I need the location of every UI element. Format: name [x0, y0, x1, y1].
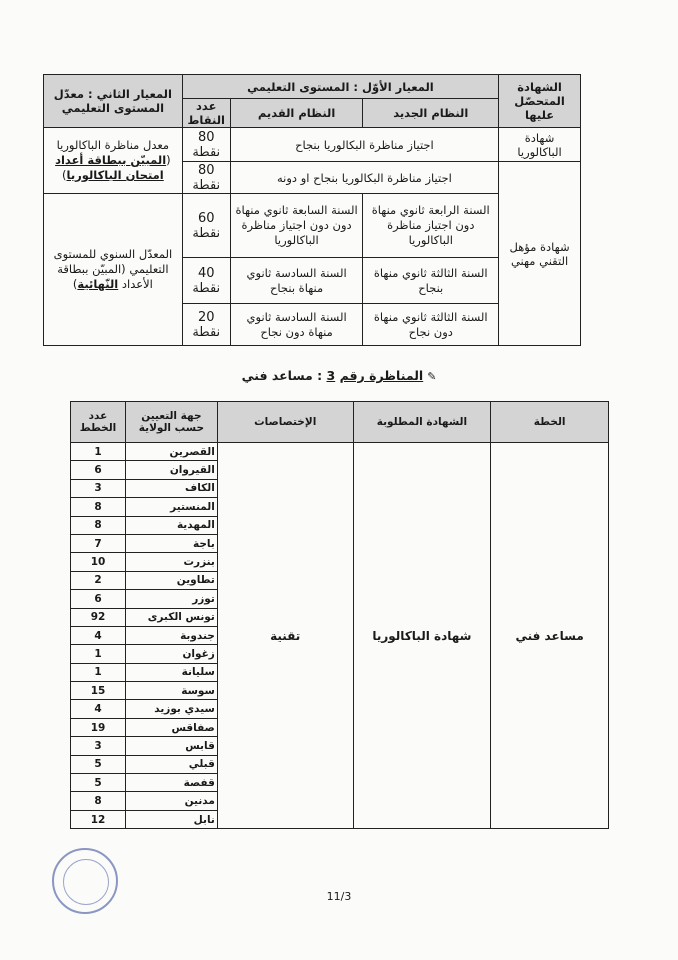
header-required-certificate: الشهادة المطلوبة: [353, 402, 491, 443]
new-system-cell: السنة الثالثة ثانوي منهاة بنجاح: [363, 258, 499, 304]
specialty-cell: تقنية: [217, 443, 353, 829]
count-cell: 4: [71, 700, 126, 718]
count-cell: 15: [71, 682, 126, 700]
count-cell: 3: [71, 737, 126, 755]
count-cell: 8: [71, 792, 126, 810]
region-cell: المهدية: [126, 516, 218, 534]
count-cell: 6: [71, 461, 126, 479]
header-plan: الخطة: [491, 402, 609, 443]
crit2-annual-average: المعدّل السنوي للمستوى التعليمي (المبيّن ببطاقة الأعداد النّهائية): [44, 194, 183, 346]
new-system-cell: السنة الرابعة ثانوي منهاة دون اجتياز مناظرة الباكالوريا: [363, 194, 499, 258]
count-cell: 1: [71, 663, 126, 681]
region-cell: زغوان: [126, 645, 218, 663]
count-cell: 12: [71, 810, 126, 828]
old-system-cell: السنة السادسة ثانوي منهاة بنجاح: [230, 258, 363, 304]
count-cell: 2: [71, 571, 126, 589]
region-cell: بنزرت: [126, 553, 218, 571]
region-cell: تطاوين: [126, 571, 218, 589]
points-cell: 80 نقطة: [182, 128, 230, 162]
count-cell: 7: [71, 534, 126, 552]
region-cell: سليانة: [126, 663, 218, 681]
region-cell: جندوبة: [126, 626, 218, 644]
count-cell: 1: [71, 645, 126, 663]
positions-table: [70, 401, 609, 829]
section-title: ✎المناظرة رقم 3 : مساعد فني: [241, 368, 437, 383]
region-cell: صفاقس: [126, 718, 218, 736]
points-cell: 40 نقطة: [182, 258, 230, 304]
plan-cell: مساعد فني: [491, 443, 609, 829]
header-criterion-2: المعيار الثاني : معدّل المستوى التعليمي: [44, 75, 183, 128]
count-cell: 6: [71, 590, 126, 608]
region-cell: توزر: [126, 590, 218, 608]
region-cell: قفصة: [126, 774, 218, 792]
header-count: عدد الخطط: [71, 402, 126, 443]
old-system-cell: السنة السابعة ثانوي منهاة دون دون اجتياز مناظرة الباكالوريا: [230, 194, 363, 258]
count-cell: 5: [71, 755, 126, 773]
count-cell: 1: [71, 443, 126, 461]
points-cell: 20 نقطة: [182, 304, 230, 346]
header-specialties: الإختصاصات: [217, 402, 353, 443]
header-criterion-1: المعيار الأوّل : المستوى التعليمي: [182, 75, 498, 99]
table-row: [71, 443, 609, 461]
new-system-cell: السنة الثالثة ثانوي منهاة دون نجاح: [363, 304, 499, 346]
count-cell: 8: [71, 516, 126, 534]
region-cell: تونس الكبرى: [126, 608, 218, 626]
count-cell: 10: [71, 553, 126, 571]
region-cell: قابس: [126, 737, 218, 755]
region-cell: القيروان: [126, 461, 218, 479]
count-cell: 8: [71, 498, 126, 516]
region-cell: نابل: [126, 810, 218, 828]
cert-technical: شهادة مؤهل التقني مهني: [499, 162, 581, 346]
count-cell: 19: [71, 718, 126, 736]
region-cell: سوسة: [126, 682, 218, 700]
count-cell: 4: [71, 626, 126, 644]
count-cell: 92: [71, 608, 126, 626]
region-cell: باجة: [126, 534, 218, 552]
region-cell: مدنين: [126, 792, 218, 810]
certificate-cell: شهادة الباكالوريا: [353, 443, 491, 829]
header-region: جهة التعيين حسب الولاية: [126, 402, 218, 443]
level-cell: اجتياز مناظرة البكالوريا بنجاح او دونه: [230, 162, 498, 194]
region-cell: القصرين: [126, 443, 218, 461]
header-old-system: النظام القديم: [230, 99, 363, 128]
region-cell: سيدي بوزيد: [126, 700, 218, 718]
count-cell: 5: [71, 774, 126, 792]
old-system-cell: السنة السادسة ثانوي منهاة دون نجاح: [230, 304, 363, 346]
points-cell: 80 نقطة: [182, 162, 230, 194]
page-number: 11/3: [326, 890, 352, 903]
region-cell: المنستير: [126, 498, 218, 516]
points-cell: 60 نقطة: [182, 194, 230, 258]
count-cell: 3: [71, 479, 126, 497]
official-stamp: [52, 848, 118, 914]
header-certificate: الشهادة المتحصّل عليها: [499, 75, 581, 128]
criteria-table: [43, 74, 581, 346]
header-new-system: النظام الجديد: [363, 99, 499, 128]
region-cell: الكاف: [126, 479, 218, 497]
level-cell: اجتياز مناظرة البكالوريا بنجاح: [230, 128, 498, 162]
region-cell: قبلي: [126, 755, 218, 773]
header-points: عدد النقاط: [182, 99, 230, 128]
crit2-baccalaureate: معدل مناظرة الباكالوريا (المبيّن ببطاقة أعداد امتحان الباكالوريا): [44, 128, 183, 194]
bullet-icon: ✎: [427, 370, 437, 383]
cert-baccalaureate: شهادة الباكالوريا: [499, 128, 581, 162]
